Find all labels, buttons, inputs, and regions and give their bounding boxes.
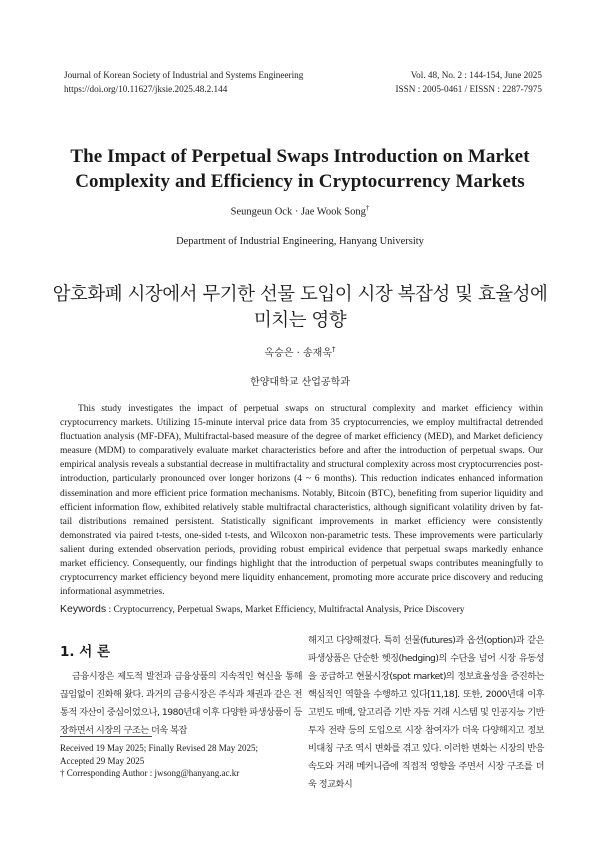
korean-title-line-1: 암호화폐 시장에서 무기한 선물 도입이 시장 복잡성 및 효율성에	[52, 284, 548, 305]
korean-title-line-2: 미치는 영향	[253, 310, 347, 331]
korean-affiliation: 한양대학교 산업공학과	[250, 377, 350, 388]
keywords	[60, 602, 550, 617]
title-line-2: Complexity and Efficiency in Cryptocurrency Markets	[75, 171, 525, 192]
korean-title	[40, 282, 560, 334]
abstract: This study investigates the impact of perpetual swaps on structural complexity and market efficiency within cryptocurrency markets. Utilizing 15-minute interval price data from 35 cryptocurrencies, we employ multifractal detrended fluctuation analysis (MF-DFA), Multifractal-based measure of the degree of market efficiency (MED), and Market deficiency measure (MDM) to comparatively evaluate market characteristics before and after the introduction of perpetual swaps. Our empirical analysis reveals a substantial decrease in multifractality and structural complexity across most cryptocurrencies post-introduction, particularly pronounced over longer horizons (4 ~ 6 months). This reduction indicates enhanced information dissemination and more efficient price formation mechanisms. Notably, Bitcoin (BTC), benefiting from superior liquidity and efficient information flow, exhibited relatively stable multifractal characteristics, although significant volatility driven by fat-tail distributions remained persistent. Statistically significant improvements in market efficiency were consistently demonstrated via paired t-tests, one-sided t-tests, and Wilcoxon non-parametric tests. These improvements were particularly salient during extended observation periods, providing robust empirical evidence that perpetual swaps markedly enhance market efficiency. Consequently, our findings highlight that the introduction of perpetual swaps contributes meaningfully to cryptocurrency market efficiency beyond mere liquidity enhancement, promoting more accurate price discovery and reducing informational asymmetries.	[60, 404, 543, 598]
authors: Seungeun Ock · Jae Wook Song	[230, 206, 366, 218]
issn-info: ISSN : 2005-0461 / EISSN : 2287-7975	[395, 84, 542, 94]
body-right-column: 해지고 다양해졌다. 특히 선물(futures)과 옵션(option)과 같은 파생상품은 단순한 헷징(hedging)의 수단을 넘어 시장 유동성을 공급하고 현물시장(spot market)의 정보효율성을 증진하는 핵심적인 역할을 수행하고 있다[11,18]. 또한, 2000년대 이후 고빈도 매매, 알고리즘 기반 자동 거래 시스템 및 인공지능 기반 투자 전략 등의 도입으로 시장 참여자가 더욱 다양해지고 정보 비대칭 구조 역시 변화를 겪고 있다. 이러한 변화는 시장의 반응 속도와 거래 메커니즘에 직접적 영향을 주면서 시장 구조를 더욱 정교화시	[308, 635, 544, 790]
footnote-rule	[60, 736, 152, 737]
author-line	[0, 204, 600, 218]
affiliation: Department of Industrial Engineering, Hanyang University	[176, 236, 424, 247]
corresponding-mark: †	[365, 204, 370, 212]
doi-link[interactable]: https://doi.org/10.11627/jksie.2025.48.2.144	[64, 84, 228, 94]
title-line-1: The Impact of Perpetual Swaps Introduction on Market	[70, 146, 530, 167]
corresponding-author: † Corresponding Author : jwsong@hanyang.ac.kr	[60, 768, 240, 778]
volume-info: Vol. 48, No. 2 : 144-154, June 2025	[410, 70, 542, 80]
journal-name: Journal of Korean Society of Industrial and Systems Engineering	[64, 70, 304, 80]
journal-header-left	[64, 68, 303, 96]
korean-author-line	[0, 344, 600, 359]
section-heading: 1. 서 론	[60, 644, 111, 660]
keywords-label: Keywords	[60, 603, 107, 615]
keywords-value: : Cryptocurrency, Perpetual Swaps, Market Efficiency, Multifractal Analysis, Price Discovery	[108, 605, 465, 615]
body-left-column: 금융시장은 제도적 발전과 금융상품의 지속적인 혁신을 통해 끊임없이 진화해 왔다. 과거의 금융시장은 주식과 채권과 같은 전통적 자산이 중심이었으나, 1980년대 이후 다양한 파생상품이 등장하면서 시장의 구조는 더욱 복잡	[60, 671, 302, 736]
accepted-date: Accepted 29 May 2025	[60, 755, 145, 766]
journal-header-right	[396, 68, 543, 96]
footnotes	[60, 742, 300, 780]
paper-title	[40, 144, 560, 194]
korean-corresponding-mark: †	[332, 345, 336, 354]
received-date: Received 19 May 2025; Finally Revised 28 May 2025;	[60, 743, 258, 753]
korean-authors: 옥승은 · 송재욱	[264, 348, 332, 359]
